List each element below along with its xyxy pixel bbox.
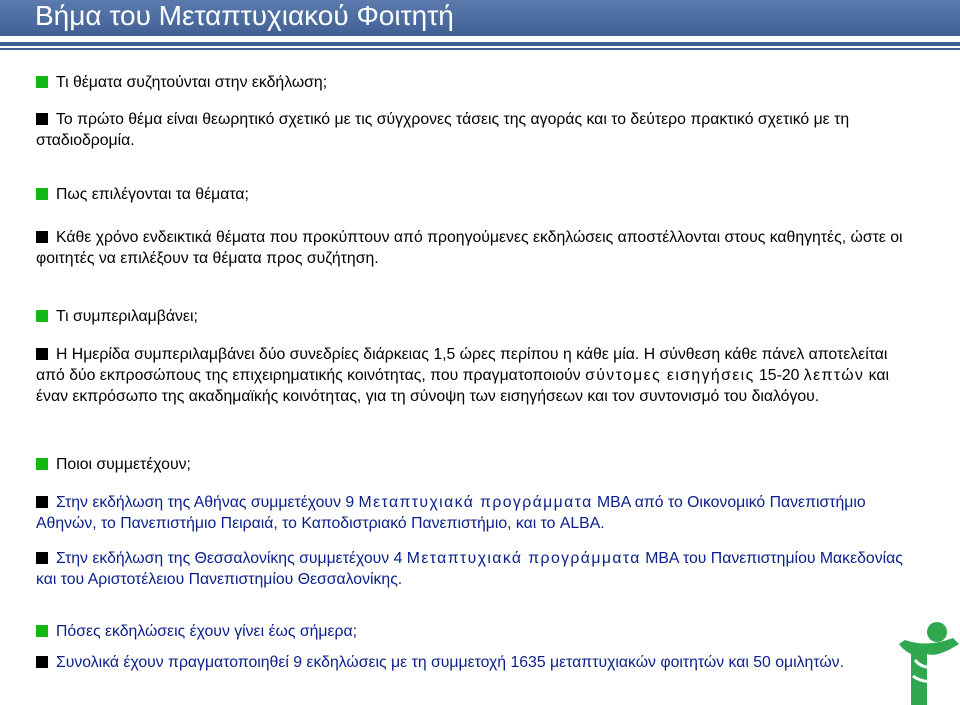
black-square-bullet-icon [36, 113, 48, 125]
answer-athens: Στην εκδήλωση της Αθήνας συμμετέχουν 9 Μεταπτυχιακά προγράμματα MBA από το Οικονομικό Πανεπιστήμιο Αθηνών, το Πανεπιστήμιο Πειραιά, το Καποδιστριακό Πανεπιστήμιο, και το ALBA. [36, 494, 866, 532]
black-square-bullet-icon [36, 552, 48, 564]
question-participants: Ποιοι συμμετέχουν; [36, 454, 916, 475]
black-square-bullet-icon [36, 348, 48, 360]
slide-title: Βήμα του Μεταπτυχιακού Φοιτητή [35, 0, 454, 31]
green-square-bullet-icon [36, 76, 48, 88]
black-square-bullet-icon [36, 496, 48, 508]
green-square-bullet-icon [36, 188, 48, 200]
black-square-bullet-icon [36, 656, 48, 668]
answer-thessaloniki: Στην εκδήλωση της Θεσσαλονίκης συμμετέχουν 4 Μεταπτυχιακά προγράμματα MBA του Πανεπιστημίου Μακεδονίας και του Αριστοτέλειου Πανεπιστημίου Θεσσαλονίκης. [36, 550, 903, 588]
question-events-count: Πόσες εκδηλώσεις έχουν γίνει έως σήμερα; [36, 621, 916, 642]
answer-selection: Κάθε χρόνο ενδεικτικά θέματα που προκύπτουν από προηγούμενες εκδηλώσεις αποστέλλονται στους καθηγητές, ώστε οι φοιτητές να επιλέξουν τα θέματα προς συζήτηση. [36, 229, 903, 267]
green-square-bullet-icon [36, 625, 48, 637]
question-topics: Τι θέματα συζητούνται στην εκδήλωση; [36, 72, 916, 93]
title-divider [0, 42, 960, 46]
title-bar [0, 0, 960, 36]
black-square-bullet-icon [36, 231, 48, 243]
question-selection: Πως επιλέγονται τα θέματα; [36, 184, 916, 205]
answer-events-count: Συνολικά έχουν πραγματοποιηθεί 9 εκδηλώσεις με τη συμμετοχή 1635 μεταπτυχιακών φοιτητών και 50 ομιλητών. [36, 652, 911, 673]
question-includes: Τι συμπεριλαμβάνει; [36, 306, 916, 327]
answer-includes: Η Ημερίδα συμπεριλαμβάνει δύο συνεδρίες διάρκειας 1,5 ώρες περίπου η κάθε μία. Η σύνθεση κάθε πάνελ αποτελείται από δύο εκπροσώπους της επιχειρηματικής κοινότητας, που πραγματοποιούν σύντομες εισηγήσεις 15-20 λεπτών και έναν εκπρόσωπο της ακαδημαϊκής κοινότητας, για τη σύνοψη των εισηγήσεων και τον συντονισμό του διαλόγου. [36, 346, 890, 405]
university-logo-icon [897, 610, 960, 705]
green-square-bullet-icon [36, 458, 48, 470]
title-divider-thin [0, 48, 960, 50]
green-square-bullet-icon [36, 310, 48, 322]
answer-topics: Το πρώτο θέμα είναι θεωρητικό σχετικό με τις σύγχρονες τάσεις της αγοράς και το δεύτερο πρακτικό σχετικό με τη σταδιοδρομία. [36, 111, 850, 149]
